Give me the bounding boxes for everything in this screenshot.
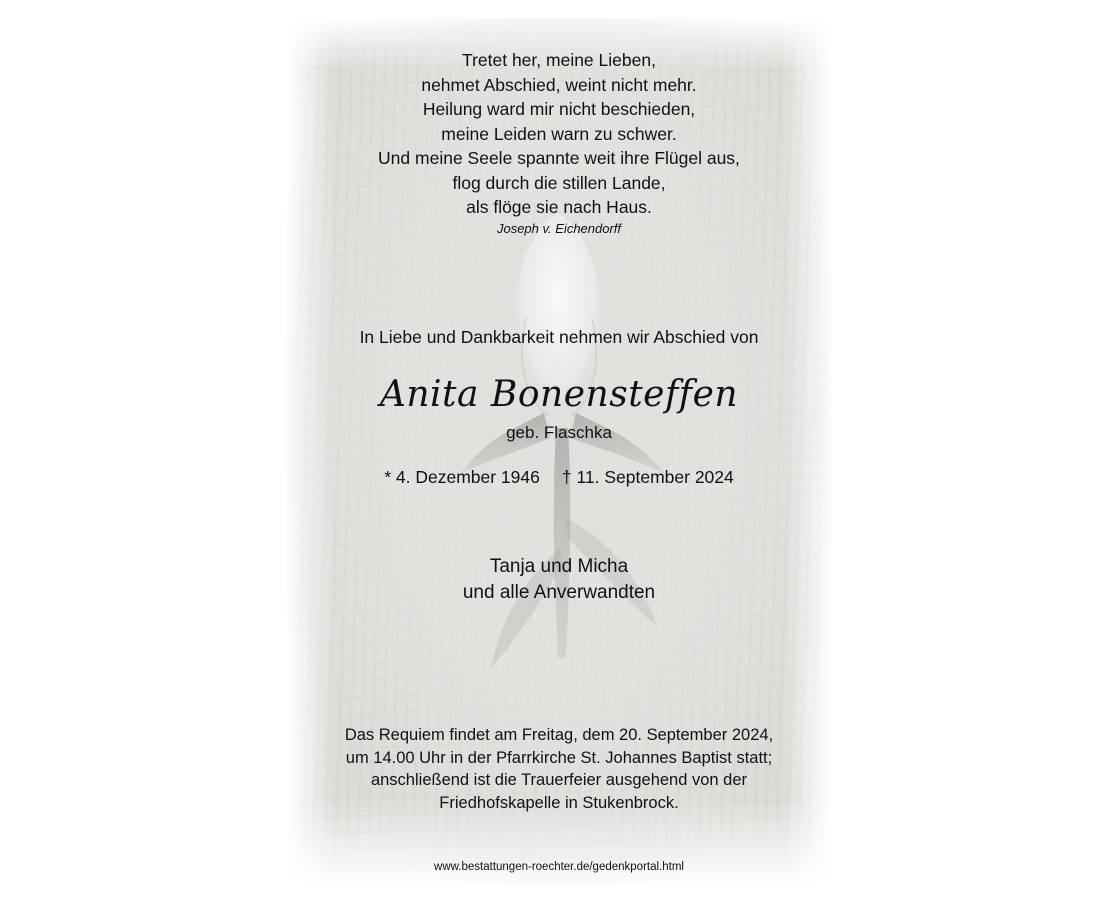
birth-date: * 4. Dezember 1946	[384, 467, 540, 487]
requiem-line: Friedhofskapelle in Stukenbrock.	[439, 793, 679, 812]
poem-line: meine Leiden warn zu schwer.	[441, 123, 677, 144]
poem-line: Tretet her, meine Lieben,	[462, 50, 656, 70]
requiem-line: um 14.00 Uhr in der Pfarrkirche St. Johannes Baptist statt;	[345, 748, 773, 767]
mourners-line: Tanja und Micha	[489, 556, 629, 577]
requiem-line: anschließend ist die Trauerfeier ausgehend von der	[370, 771, 748, 789]
poem-line: als flöge sie nach Haus.	[466, 197, 652, 217]
deceased-name: Anita Bonensteffen	[379, 374, 739, 415]
farewell-intro: In Liebe und Dankbarkeit nehmen wir Abschied von	[359, 327, 759, 347]
mourners-line: und alle Anverwandten	[462, 582, 656, 603]
memorial-portal-url: www.bestattungen-roechter.de/gedenkportal.html	[434, 861, 684, 873]
birth-name: geb. Flaschka	[506, 423, 612, 442]
mourners	[286, 554, 832, 606]
death-date: † 11. September 2024	[561, 467, 734, 487]
poem-author: Joseph v. Eichendorff	[496, 221, 622, 236]
poem-line: flog durch die stillen Lande,	[452, 172, 666, 193]
life-dates	[286, 467, 832, 488]
poem-line: Und meine Seele spannte weit ihre Flügel aus,	[378, 148, 740, 168]
poem-line: nehmet Abschied, weint nicht mehr.	[421, 74, 697, 95]
requiem-details	[286, 724, 832, 814]
obituary-card	[286, 18, 832, 886]
poem-line: Heilung ward mir nicht beschieden,	[422, 99, 696, 119]
requiem-line: Das Requiem findet am Freitag, dem 20. September 2024,	[344, 726, 774, 744]
poem	[286, 48, 832, 220]
